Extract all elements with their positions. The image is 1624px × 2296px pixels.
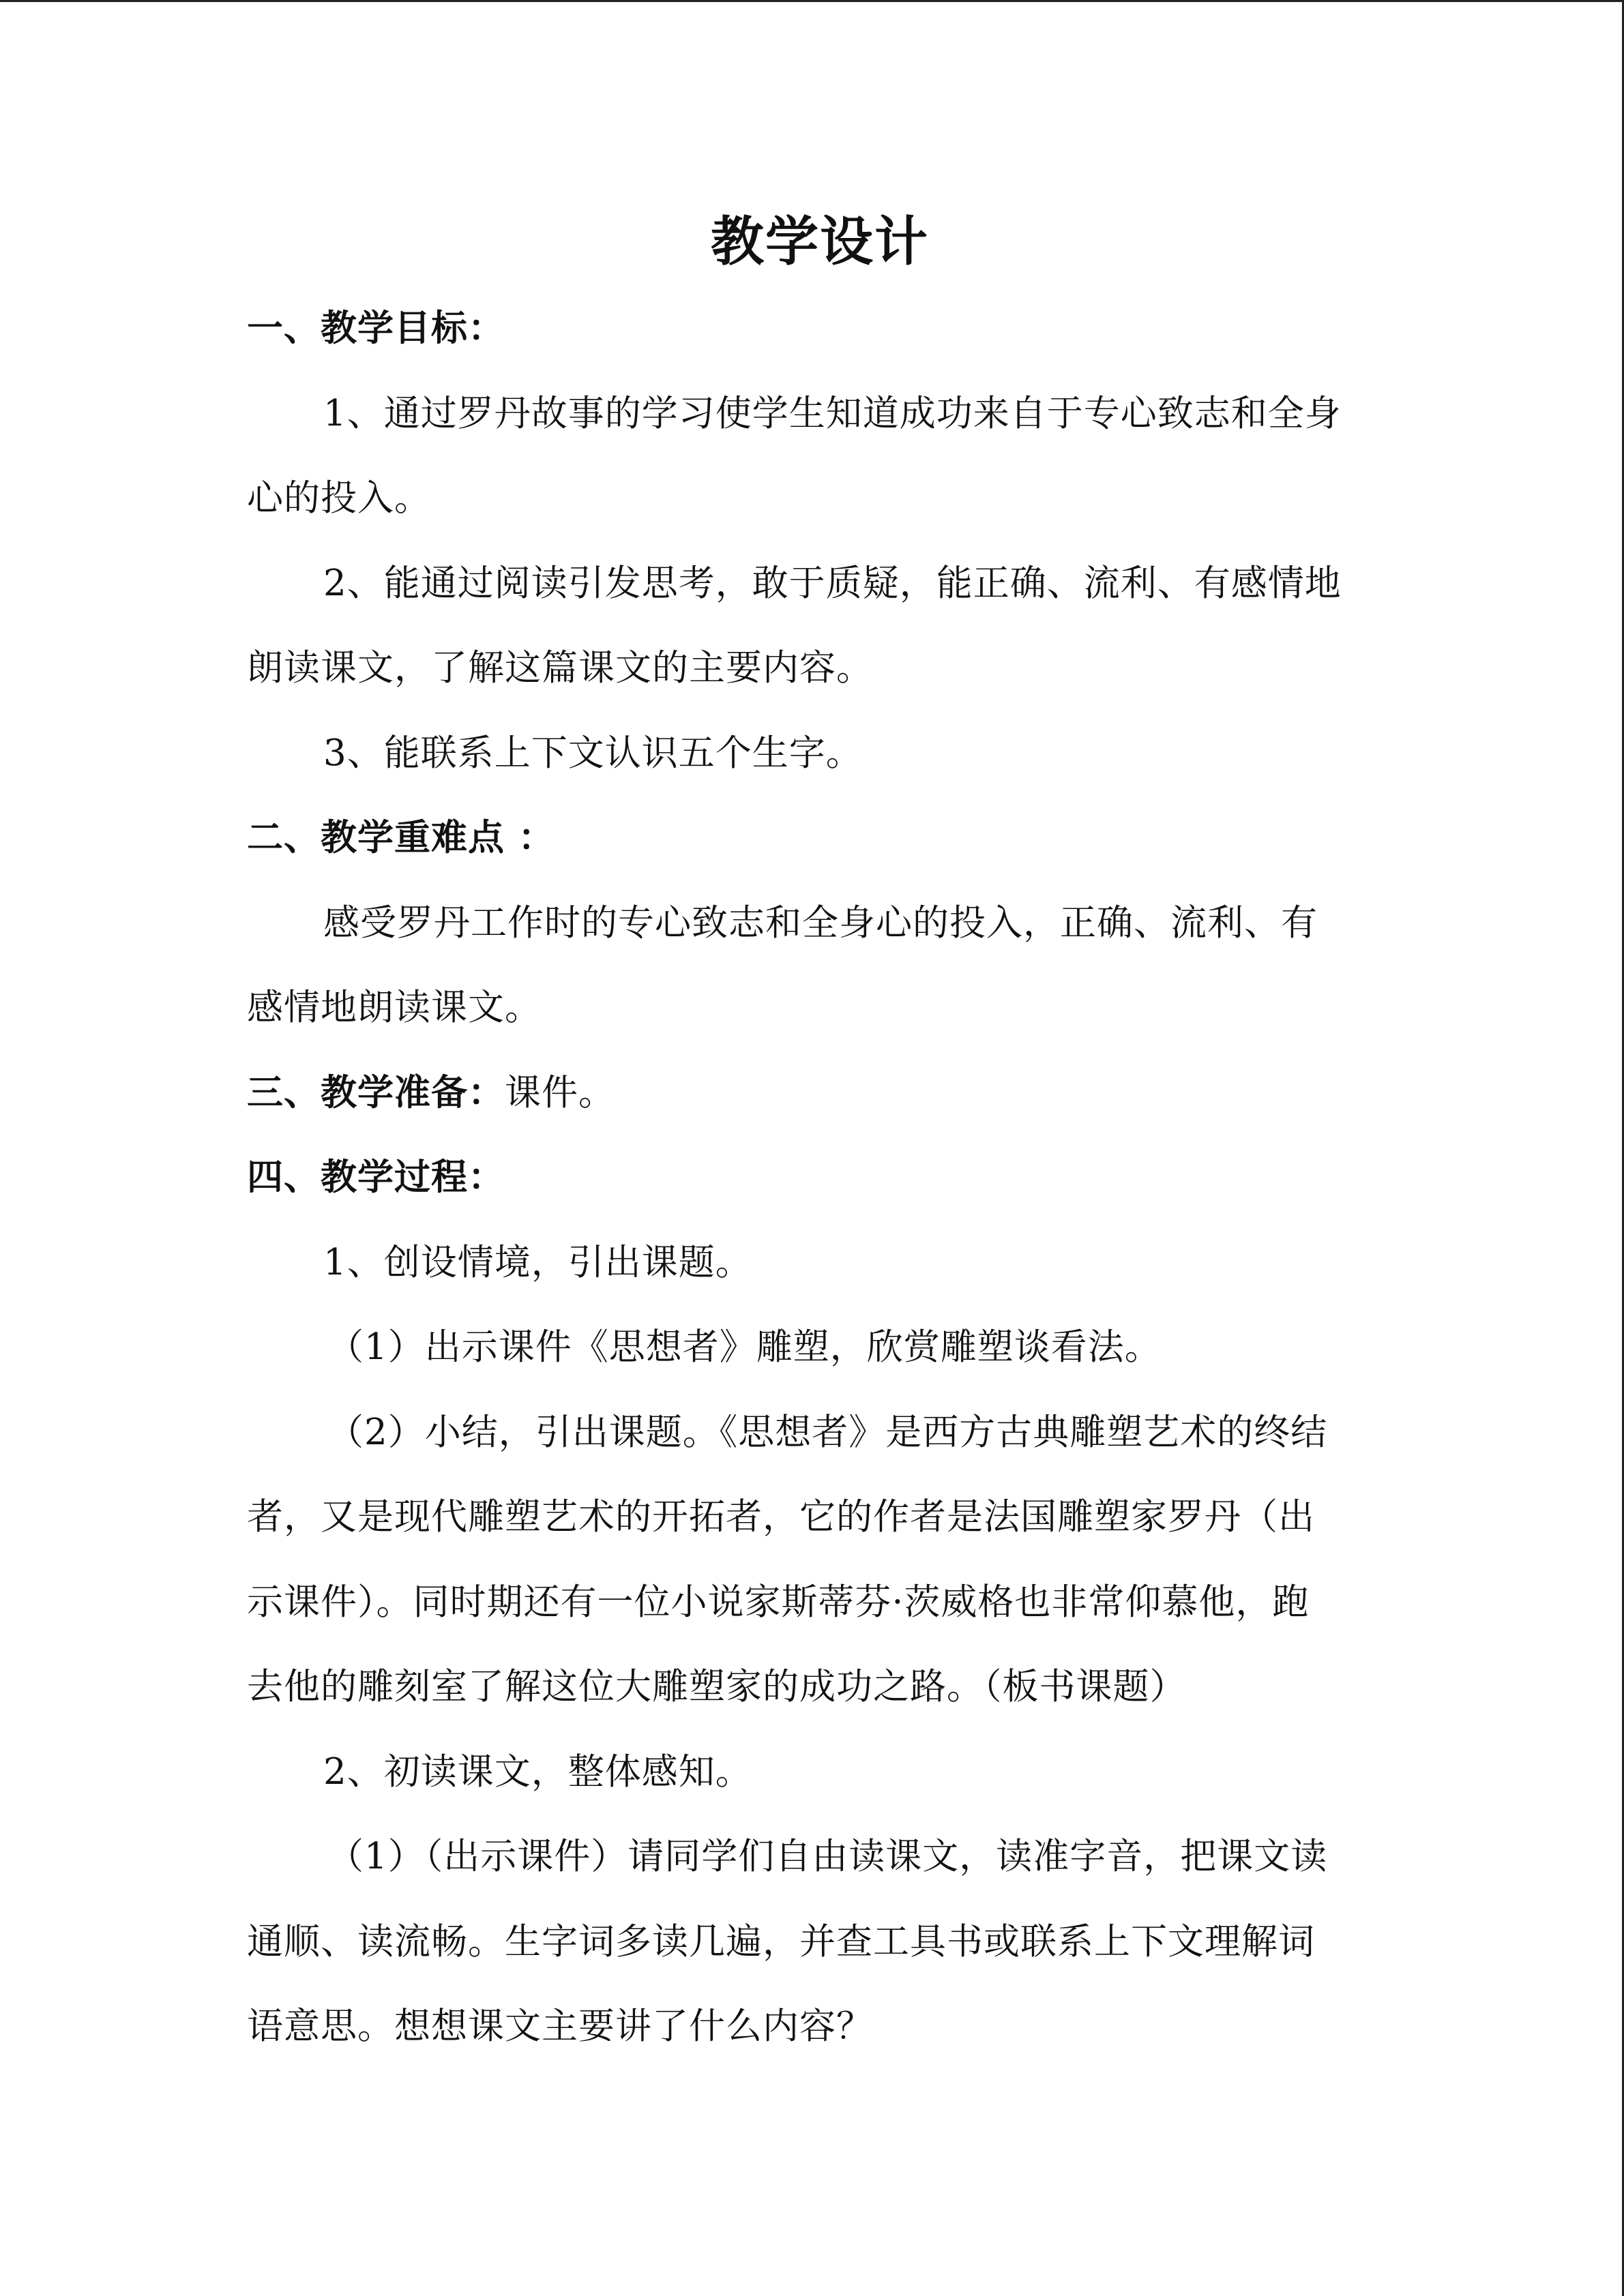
page-border-top bbox=[0, 0, 1624, 2]
process-step-1-sub-2-line-4: 去他的雕刻室了解这位大雕塑家的成功之路。（板书课题） bbox=[247, 1666, 1187, 1708]
preparation-content: 课件。 bbox=[505, 1071, 615, 1114]
objective-1-line-2: 心的投入。 bbox=[247, 477, 431, 519]
process-step-1-sub-2-line-1: （2）小结，引出课题。《思想者》是西方古典雕塑艺术的终结 bbox=[327, 1411, 1328, 1453]
process-step-1-sub-2-line-3: 示课件）。同时期还有一位小说家斯蒂芬·茨威格也非常仰慕他，跑 bbox=[247, 1581, 1310, 1623]
key-points-line-2: 感情地朗读课文。 bbox=[247, 987, 542, 1028]
process-step-2: 2、初读课文，整体感知。 bbox=[323, 1750, 752, 1793]
objective-2-line-1: 2、能通过阅读引发思考，敢于质疑，能正确、流利、有感情地 bbox=[323, 562, 1342, 604]
process-step-1-sub-2-line-2: 者，又是现代雕塑艺术的开拓者，它的作者是法国雕塑家罗丹（出 bbox=[247, 1496, 1315, 1538]
objective-2-line-2: 朗读课文，了解这篇课文的主要内容。 bbox=[247, 647, 873, 689]
document-page bbox=[247, 198, 1372, 2070]
process-step-2-sub-1-line-2: 通顺、读流畅。生字词多读几遍，并查工具书或联系上下文理解词 bbox=[247, 1920, 1315, 1963]
section-heading-objectives: 一、教学目标： bbox=[247, 308, 505, 349]
preparation-heading-label: 三、教学准备： bbox=[247, 1071, 505, 1114]
process-step-2-sub-1-line-3: 语意思。想想课文主要讲了什么内容？ bbox=[247, 2006, 873, 2047]
process-step-1-sub-1: （1）出示课件《思想者》雕塑，欣赏雕塑谈看法。 bbox=[327, 1326, 1162, 1368]
process-step-1: 1、创设情境，引出课题。 bbox=[323, 1241, 752, 1283]
section-heading-process: 四、教学过程： bbox=[247, 1157, 505, 1198]
section-heading-preparation bbox=[247, 1051, 1372, 1136]
objective-1-line-1: 1、通过罗丹故事的学习使学生知道成功来自于专心致志和全身 bbox=[323, 392, 1342, 434]
key-points-line-1: 感受罗丹工作时的专心致志和全身心的投入，正确、流利、有 bbox=[323, 901, 1318, 944]
document-title: 教学设计 bbox=[710, 211, 929, 273]
section-heading-key-points: 二、教学重难点 ： bbox=[247, 817, 555, 859]
process-step-2-sub-1-line-1: （1）（出示课件）请同学们自由读课文，读准字音，把课文读 bbox=[327, 1836, 1328, 1877]
objective-3-line-1: 3、能联系上下文认识五个生字。 bbox=[323, 732, 863, 774]
